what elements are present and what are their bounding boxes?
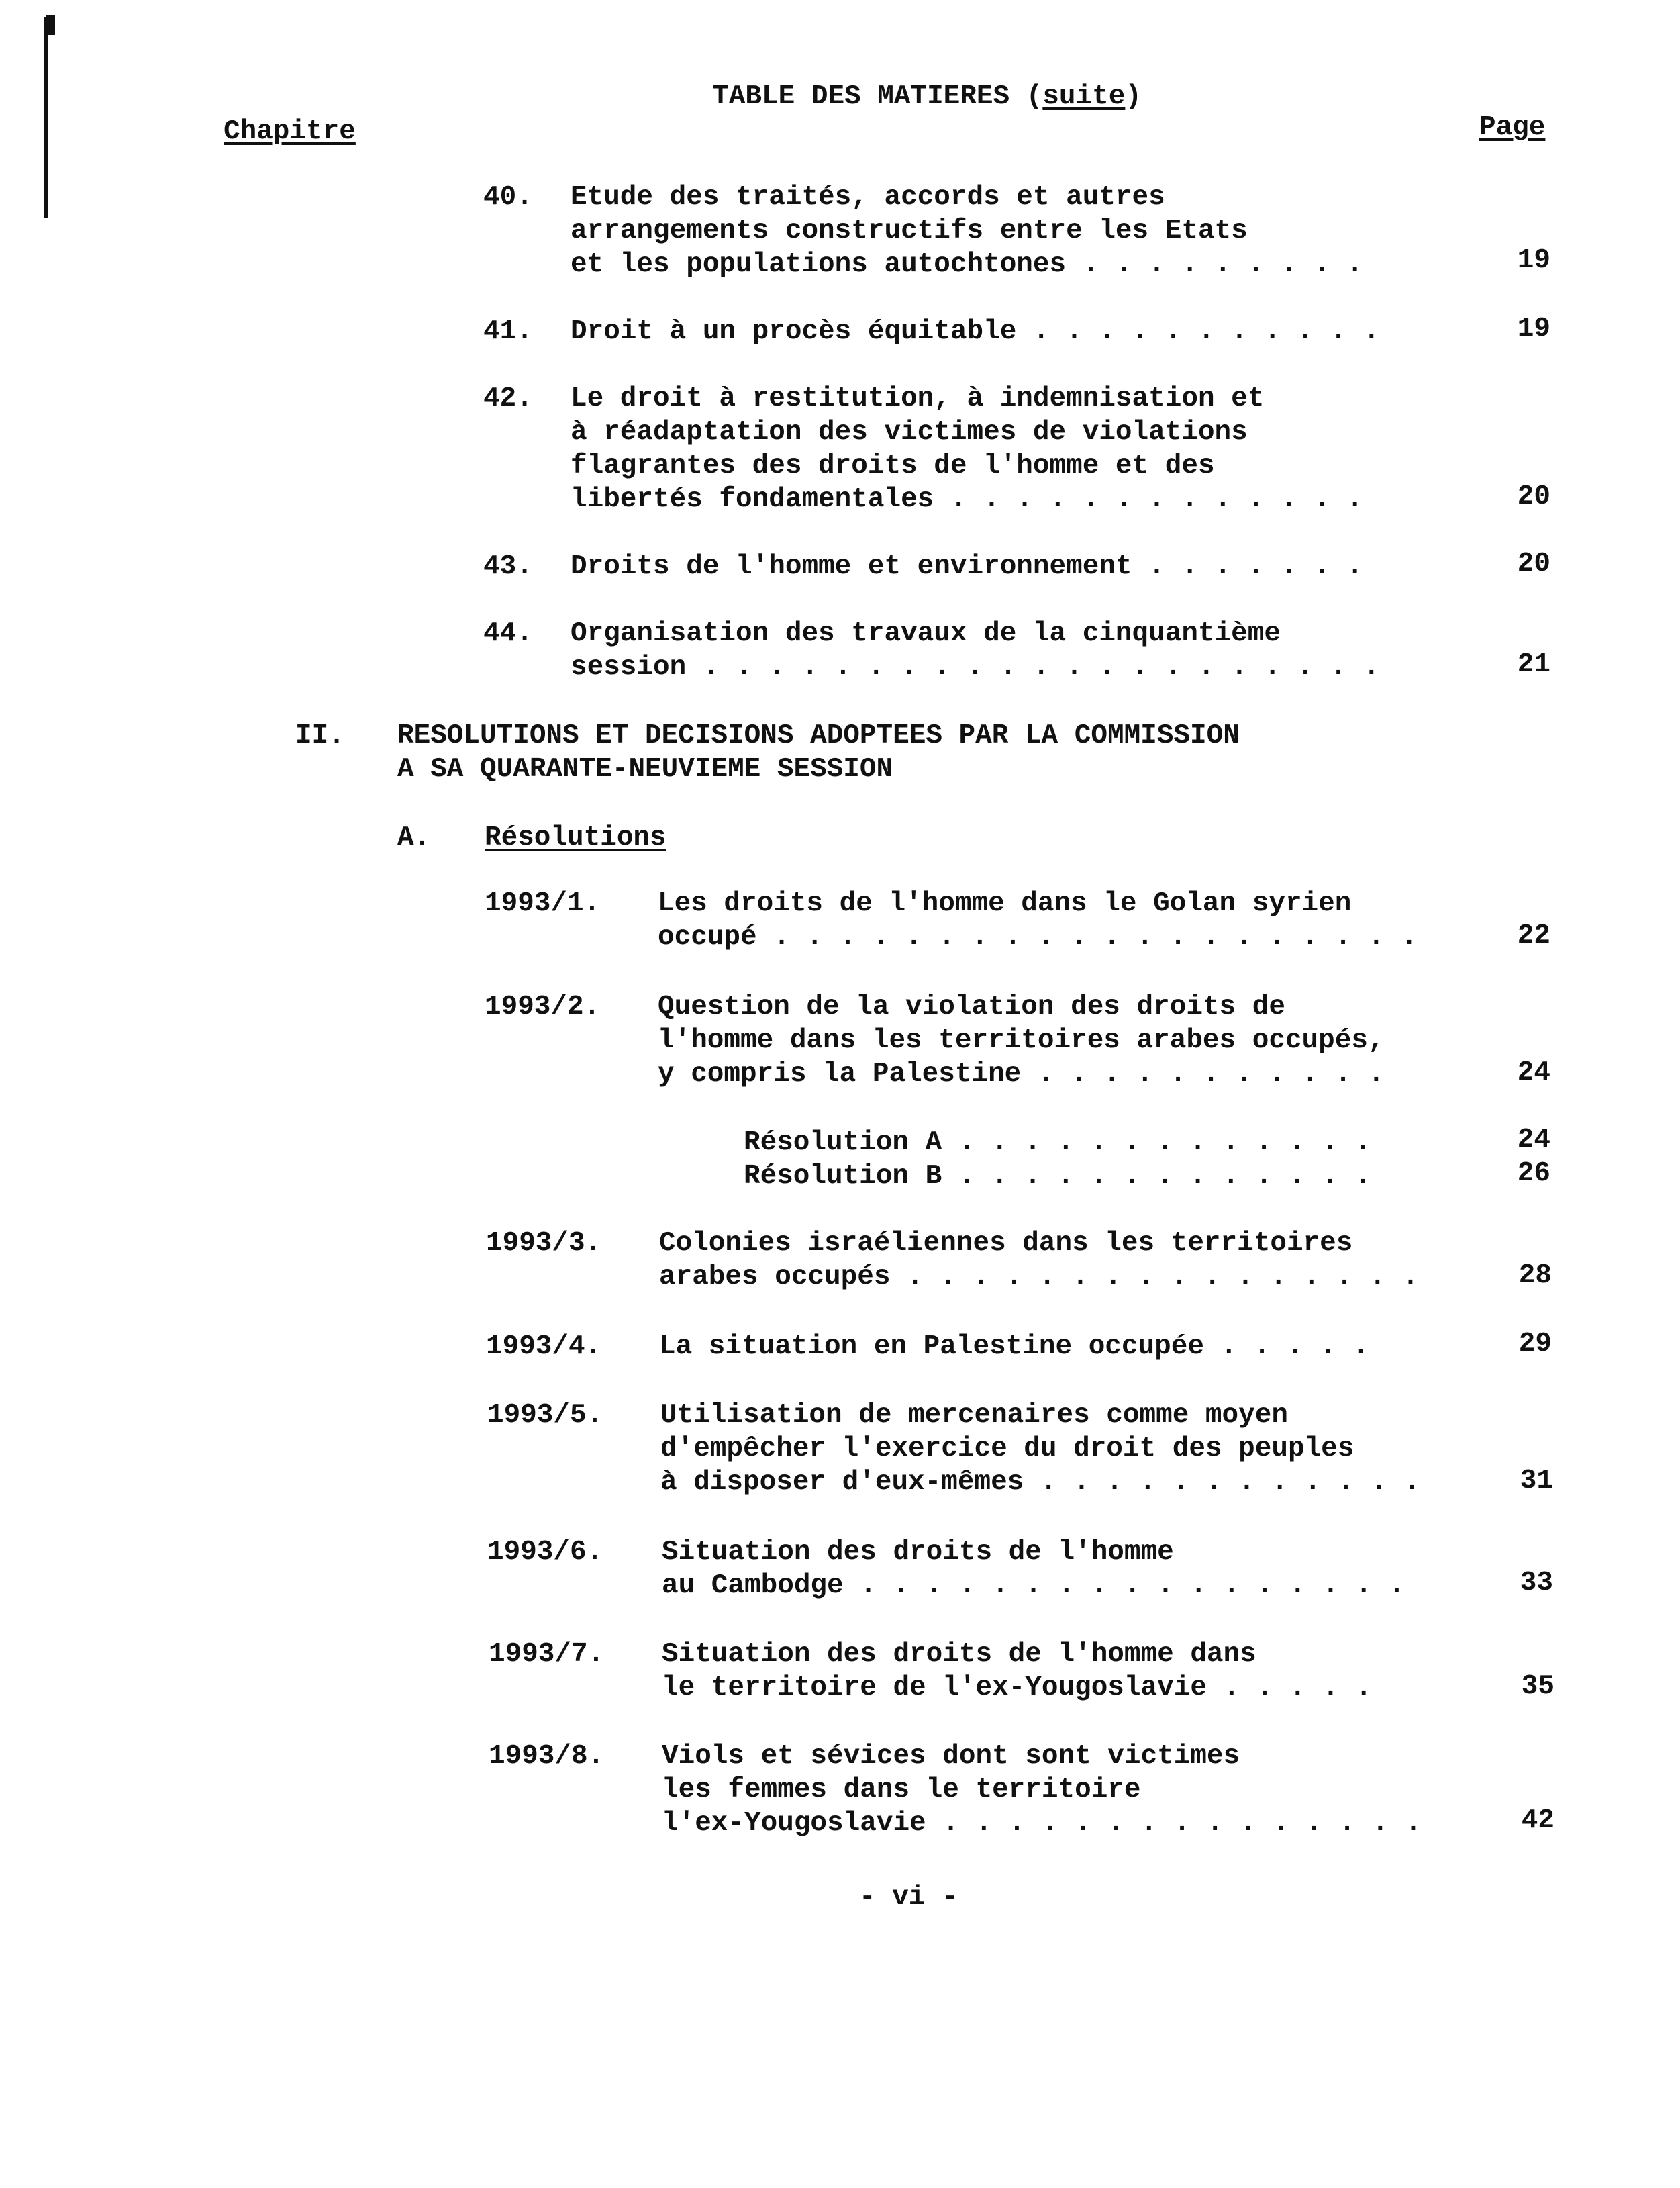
entry-text-line: Organisation des travaux de la cinquantième	[571, 618, 1281, 649]
entry-number: 40.	[483, 182, 533, 213]
resolution-page-number: 29	[1518, 1329, 1552, 1360]
subsection-title: Résolutions	[485, 822, 666, 853]
entry-text-line: session . . . . . . . . . . . . . . . . . . . . .	[571, 652, 1380, 683]
sub-resolution-page-number: 26	[1517, 1158, 1550, 1189]
resolution-text-line: Viols et sévices dont sont victimes	[662, 1741, 1240, 1772]
column-header-page: Page	[1479, 112, 1546, 143]
resolution-text-line: au Cambodge . . . . . . . . . . . . . . . . .	[662, 1570, 1405, 1601]
page-title	[679, 44, 1142, 112]
entry-text-line: flagrantes des droits de l'homme et des	[571, 450, 1215, 481]
resolution-page-number: 33	[1520, 1568, 1553, 1599]
entry-page-number: 21	[1517, 649, 1550, 680]
resolution-page-number: 31	[1520, 1466, 1553, 1496]
entry-text-line: Etude des traités, accords et autres	[571, 182, 1165, 213]
entry-text-line: à réadaptation des victimes de violations	[571, 417, 1248, 448]
resolution-text-line: Situation des droits de l'homme dans	[662, 1639, 1256, 1670]
resolution-text-line: Situation des droits de l'homme	[662, 1537, 1174, 1568]
entry-page-number: 19	[1517, 245, 1550, 276]
entry-text-line: et les populations autochtones . . . . . . . . .	[571, 249, 1363, 280]
section-title-line: RESOLUTIONS ET DECISIONS ADOPTEES PAR LA COMMISSION	[397, 720, 1240, 751]
subsection-letter: A.	[397, 822, 431, 853]
resolution-number: 1993/3.	[486, 1228, 602, 1259]
entry-number: 41.	[483, 316, 533, 347]
entry-text-line: Le droit à restitution, à indemnisation et	[571, 383, 1265, 414]
entry-number: 44.	[483, 618, 533, 649]
entry-number: 42.	[483, 383, 533, 414]
entry-page-number: 20	[1517, 481, 1550, 512]
resolution-text-line: Les droits de l'homme dans le Golan syrien	[658, 888, 1352, 919]
column-header-chapter: Chapitre	[224, 116, 356, 147]
resolution-text-line: les femmes dans le territoire	[662, 1774, 1141, 1805]
sub-resolution-label: Résolution A . . . . . . . . . . . . .	[744, 1127, 1371, 1158]
resolution-number: 1993/1.	[485, 888, 601, 919]
resolution-number: 1993/4.	[486, 1331, 602, 1362]
entry-text-line: Droit à un procès équitable . . . . . . . . . . .	[571, 316, 1380, 347]
resolution-number: 1993/6.	[487, 1537, 603, 1568]
scan-margin-mark-top	[46, 15, 55, 35]
entry-text-line: arrangements constructifs entre les Etats	[571, 216, 1248, 246]
sub-resolution-page-number: 24	[1517, 1125, 1550, 1155]
resolution-number: 1993/2.	[485, 992, 601, 1022]
resolution-text-line: Colonies israéliennes dans les territoires	[659, 1228, 1353, 1259]
footer-page-number: - vi -	[859, 1882, 958, 1913]
resolution-page-number: 42	[1521, 1805, 1554, 1836]
resolution-text-line: le territoire de l'ex-Yougoslavie . . . . .	[662, 1672, 1372, 1703]
resolution-text-line: à disposer d'eux-mêmes . . . . . . . . . . . .	[660, 1467, 1420, 1498]
entry-page-number: 19	[1517, 314, 1550, 344]
scan-margin-mark	[44, 17, 48, 218]
resolution-text-line: occupé . . . . . . . . . . . . . . . . . . . .	[658, 922, 1418, 953]
resolution-text-line: l'homme dans les territoires arabes occupés,	[658, 1025, 1385, 1056]
page-title-paren-open: (	[1026, 81, 1043, 112]
resolution-text-line: Utilisation de mercenaires comme moyen	[660, 1400, 1288, 1431]
resolution-text-line: l'ex-Yougoslavie . . . . . . . . . . . . . . .	[662, 1808, 1422, 1839]
entry-number: 43.	[483, 551, 533, 582]
resolution-number: 1993/5.	[487, 1400, 603, 1431]
page-title-paren-close: )	[1125, 81, 1142, 112]
resolution-text-line: La situation en Palestine occupée . . . . .	[659, 1331, 1369, 1362]
resolution-number: 1993/7.	[489, 1639, 605, 1670]
section-title-line: A SA QUARANTE-NEUVIEME SESSION	[397, 754, 893, 785]
section-number: II.	[295, 720, 345, 751]
resolution-page-number: 22	[1517, 920, 1550, 951]
resolution-text-line: arabes occupés . . . . . . . . . . . . . . . .	[659, 1262, 1419, 1292]
entry-text-line: libertés fondamentales . . . . . . . . . . . . .	[571, 484, 1363, 515]
resolution-page-number: 35	[1521, 1671, 1554, 1702]
sub-resolution-label: Résolution B . . . . . . . . . . . . .	[744, 1161, 1371, 1192]
entry-text-line: Droits de l'homme et environnement . . . . . . .	[571, 551, 1363, 582]
resolution-text-line: d'empêcher l'exercice du droit des peuples	[660, 1433, 1354, 1464]
page-title-suffix: suite	[1042, 81, 1126, 112]
resolution-page-number: 28	[1518, 1260, 1552, 1291]
page-title-text: TABLE DES MATIERES	[712, 81, 1010, 112]
resolution-number: 1993/8.	[489, 1741, 605, 1772]
resolution-text-line: Question de la violation des droits de	[658, 992, 1285, 1022]
resolution-page-number: 24	[1517, 1057, 1550, 1088]
entry-page-number: 20	[1517, 549, 1550, 579]
resolution-text-line: y compris la Palestine . . . . . . . . . . .	[658, 1059, 1385, 1090]
